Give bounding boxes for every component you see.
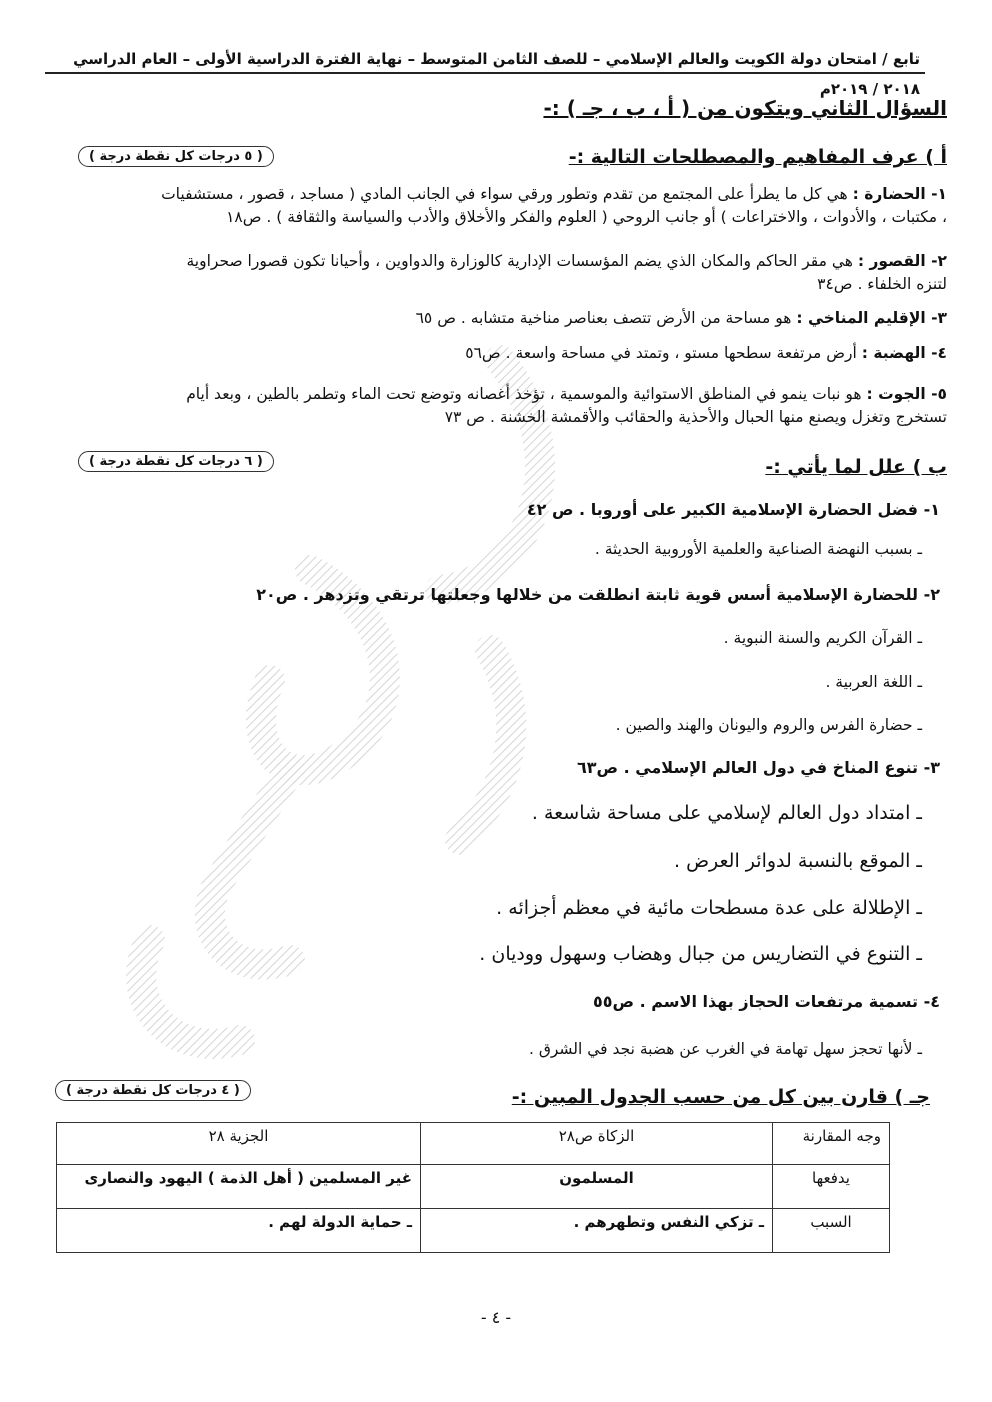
reason-answer: ـ اللغة العربية . [825,673,922,691]
reason-question: ٢- للحضارة الإسلامية أسس قوية ثابتة انطلقت من خلالها وجعلتها ترتقي وتزدهر . ص٢٠ [256,585,940,604]
definition-text: تستخرج وتغزل ويصنع منها الحبال والأحذية والحقائب والأقمشة الخشنة . ص ٧٣ [444,408,947,426]
definition-term: ٢- القصور : [857,252,947,270]
definition-term: ٤- الهضبة : [861,344,947,362]
table-row [57,1165,890,1209]
definition-text: هي مقر الحاكم والمكان الذي يضم المؤسسات الإدارية كالوزارة والدواوين ، وأحيانا تكون قصورا صحراوية [186,252,853,270]
table-cell: غير المسلمين ( أهل الذمة ) اليهود والنصارى [57,1165,421,1209]
reason-question: ١- فضل الحضارة الإسلامية الكبير على أوروبا . ص ٤٢ [526,500,940,519]
question-title: السؤال الثاني ويتكون من ( أ ، ب ، جـ ) :- [543,96,947,120]
definition-item [30,383,947,429]
table-header-row [57,1123,890,1165]
section-c-score-note: ( ٤ درجات كل نقطة درجة ) [55,1080,251,1101]
reason-answer: ـ امتداد دول العالم لإسلامي على مساحة شاسعة . [531,802,922,824]
table-header-cell: الزكاة ص٢٨ [421,1123,773,1165]
definition-item [30,250,947,296]
header-divider [45,72,925,74]
definition-text: لتنزه الخلفاء . ص٣٤ [817,275,947,293]
reason-answer: ـ حضارة الفرس والروم واليونان والهند والصين . [615,716,922,734]
comparison-table [56,1122,890,1253]
table-cell: يدفعها [773,1165,890,1209]
table-cell: ـ حماية الدولة لهم . [57,1209,421,1253]
section-b-title: ب ) علل لما يأتي :- [765,456,947,478]
reason-question: ٤- تسمية مرتفعات الحجاز بهذا الاسم . ص٥٥ [592,992,940,1011]
reason-question: ٣- تنوع المناخ في دول العالم الإسلامي . ص٦٣ [576,758,940,777]
reason-answer: ـ الموقع بالنسبة لدوائر العرض . [673,850,922,872]
definition-text: هي كل ما يطرأ على المجتمع من تقدم وتطور ورقي سواء في الجانب المادي ( مساجد ، قصور ، مستشفيات [161,185,848,203]
definition-item [30,183,947,229]
table-row [57,1209,890,1253]
section-a-score-note: ( ٥ درجات كل نقطة درجة ) [78,146,274,167]
reason-answer: ـ لأنها تحجز سهل تهامة في الغرب عن هضبة نجد في الشرق . [528,1040,922,1058]
definition-term: ٥- الجوت : [866,385,947,403]
definition-item [30,307,947,330]
definition-term: ٣- الإقليم المناخي : [796,309,947,327]
page-number: - ٤ - [480,1308,512,1327]
definition-text: ، مكتبات ، والأدوات ، والاختراعات ) أو جانب الروحي ( العلوم والفكر والأخلاق والأدب والسياسة والثقافة ) . ص١٨ [226,208,947,226]
table-header-cell: الجزية ٢٨ [57,1123,421,1165]
definition-text: هو نبات ينمو في المناطق الاستوائية والموسمية ، تؤخذ أغصانه وتوضع تحت الماء وتطمر بالطين ، وبعد أيام [186,385,862,403]
definition-text: أرض مرتفعة سطحها مستو ، وتمتد في مساحة واسعة . ص٥٦ [465,344,857,362]
definition-item [30,342,947,365]
definition-term: ١- الحضارة : [852,185,947,203]
watermark-graphic [60,320,680,1080]
exam-header: تابع / امتحان دولة الكويت والعالم الإسلامي – للصف الثامن المتوسط – نهاية الفترة الدراسية الأولى – العام الدراسي ٢٠١٨ / ٢٠١٩م [73,50,920,98]
table-cell: المسلمون [421,1165,773,1209]
reason-answer: ـ التنوع في التضاريس من جبال وهضاب وسهول ووديان . [479,943,922,965]
reason-answer: ـ بسبب النهضة الصناعية والعلمية الأوروبية الحديثة . [594,540,922,558]
section-a-title: أ ) عرف المفاهيم والمصطلحات التالية :- [568,146,947,168]
table-header-cell: وجه المقارنة [773,1123,890,1165]
table-cell: ـ تزكي النفس وتطهرهم . [421,1209,773,1253]
reason-answer: ـ القرآن الكريم والسنة النبوية . [723,629,922,647]
section-b-score-note: ( ٦ درجات كل نقطة درجة ) [78,451,274,472]
reason-answer: ـ الإطلالة على عدة مسطحات مائية في معظم أجزائه . [496,897,922,919]
section-c-title: جـ ) قارن بين كل من حسب الجدول المبين :- [511,1086,930,1108]
definition-text: هو مساحة من الأرض تتصف بعناصر مناخية متشابه . ص ٦٥ [415,309,792,327]
table-cell: السبب [773,1209,890,1253]
